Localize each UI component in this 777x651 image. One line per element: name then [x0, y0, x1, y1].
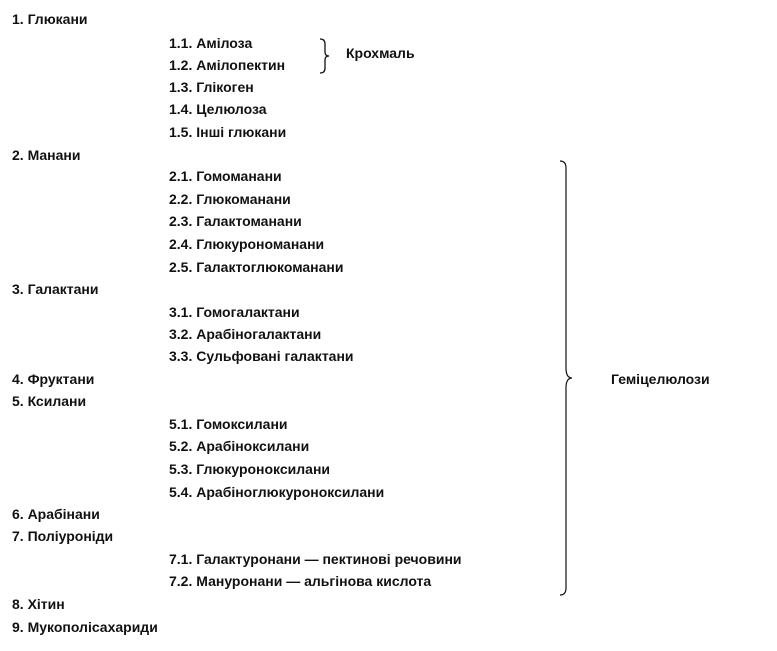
list-item: 1.5. Інші глюкани	[169, 124, 287, 140]
list-item: 1.1. Амілоза	[169, 35, 253, 51]
hemicellulose-brace	[558, 160, 574, 596]
list-item: 3.3. Сульфовані галактани	[169, 348, 354, 364]
list-item: 9. Мукополісахариди	[12, 619, 158, 635]
list-item: 1.2. Амілопектин	[169, 57, 286, 73]
list-item: 5.3. Глюкуроноксилани	[169, 461, 331, 477]
list-item: 2.4. Глюкурономанани	[169, 236, 325, 252]
list-item: 1. Глюкани	[12, 11, 88, 27]
list-item: 7.1. Галактуронани — пектинові речовини	[169, 551, 462, 567]
list-item: 7.2. Мануронани — альгінова кислота	[169, 573, 432, 589]
list-item: 1.4. Целюлоза	[169, 101, 267, 117]
list-item: 5.2. Арабіноксилани	[169, 438, 310, 454]
list-item: 4. Фруктани	[12, 371, 95, 387]
list-item: 2.5. Галактоглюкоманани	[169, 259, 344, 275]
list-item: 3.1. Гомогалактани	[169, 304, 300, 320]
list-item: 2.1. Гомоманани	[169, 168, 282, 184]
list-item: 2. Манани	[12, 147, 81, 163]
list-item: 6. Арабінани	[12, 506, 100, 522]
list-item: 7. Поліурoніди	[12, 528, 114, 544]
list-item: 3.2. Арабіногалактани	[169, 326, 322, 342]
list-item: 8. Хітин	[12, 596, 65, 612]
list-item: 1.3. Глікоген	[169, 79, 254, 95]
list-item: 5.4. Арабіноглюкуроноксилани	[169, 484, 385, 500]
hemicellulose-label: Геміцелюлози	[611, 371, 710, 387]
list-item: 2.3. Галактоманани	[169, 213, 302, 229]
starch-brace	[318, 38, 332, 74]
list-item: 3. Галактани	[12, 281, 99, 297]
list-item: 5. Ксилани	[12, 393, 87, 409]
starch-label: Крохмаль	[346, 45, 415, 61]
list-item: 2.2. Глюкоманани	[169, 191, 291, 207]
list-item: 5.1. Гомоксилани	[169, 416, 288, 432]
